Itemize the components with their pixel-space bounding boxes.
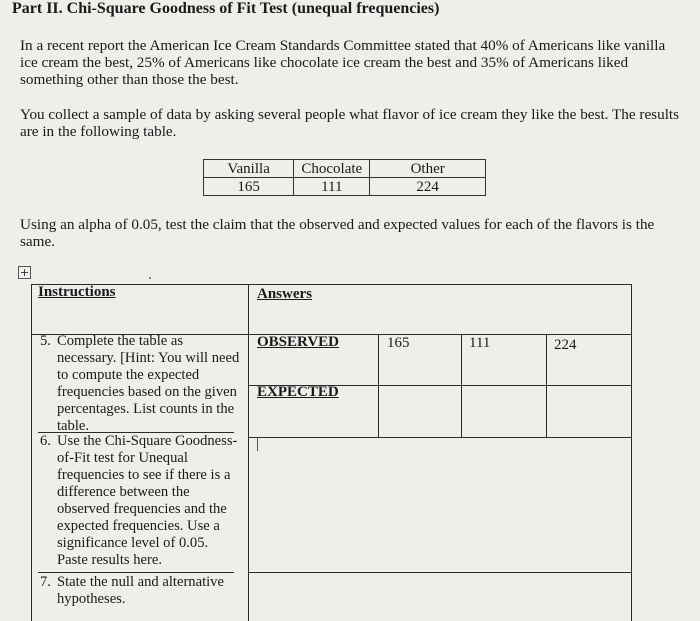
text-cursor (257, 437, 258, 451)
grid-line-left (31, 284, 32, 621)
item-text: State the null and alternative hypotheses. (57, 574, 224, 607)
grid-line-5 (248, 572, 632, 573)
item-text: Use the Chi-Square Goodness-of-Fit test for Unequal frequencies to see if there is a difference between the observed frequencies and the expected frequencies. Use a significance level of 0.05. Paste results here. (57, 433, 238, 568)
list-item (36, 333, 241, 434)
answers-header: Answers (257, 286, 312, 302)
observed-chocolate[interactable]: 111 (469, 335, 491, 351)
instructions-list (36, 333, 241, 608)
grid-line-mid (248, 284, 249, 621)
grid-line-col2 (378, 334, 379, 437)
observed-vanilla[interactable]: 165 (387, 335, 410, 351)
grid-line-col4 (546, 334, 547, 437)
flavor-value-other: 224 (370, 178, 486, 196)
alpha-paragraph: Using an alpha of 0.05, test the claim that the observed and expected values for each of the flavors is the same. (20, 216, 655, 250)
flavor-header-chocolate: Chocolate (294, 160, 370, 178)
flavor-table (203, 159, 486, 196)
flavor-value-vanilla: 165 (204, 178, 294, 196)
observed-other[interactable]: 224 (554, 337, 577, 353)
table-move-handle-icon[interactable]: + (19, 266, 30, 279)
flavor-header-other: Other (370, 160, 486, 178)
results-answer-cell[interactable] (251, 440, 629, 570)
expected-other-cell[interactable] (549, 388, 629, 434)
sample-paragraph: You collect a sample of data by asking several people what flavor of ice cream they like the best. The results are in the following table. (20, 106, 680, 140)
list-item (36, 431, 241, 573)
observed-label: OBSERVED (257, 334, 339, 350)
list-item (36, 573, 241, 608)
grid-line-right (631, 284, 632, 621)
expected-chocolate-cell[interactable] (464, 388, 544, 434)
hypotheses-answer-cell[interactable] (251, 575, 629, 619)
flavor-value-chocolate: 111 (294, 178, 370, 196)
grid-line-col3 (461, 334, 462, 437)
page-title: Part II. Chi-Square Goodness of Fit Test (unequal frequencies) (12, 0, 440, 17)
intro-paragraph: In a recent report the American Ice Cream Standards Committee stated that 40% of Americans like vanilla ice cream the best, 25% of Americans like chocolate ice cream the best and 35% of Americans liked something other than those the best. (20, 37, 666, 88)
expected-vanilla-cell[interactable] (381, 388, 459, 434)
stray-dot (149, 277, 151, 279)
flavor-value-row (204, 178, 486, 196)
grid-line-top (31, 284, 632, 285)
flavor-header-vanilla: Vanilla (204, 160, 294, 178)
grid-line-4 (248, 437, 632, 438)
item-number: 7. (40, 574, 51, 590)
item-number: 5. (40, 333, 51, 349)
instructions-header: Instructions (38, 284, 116, 300)
item-text: Complete the table as necessary. [Hint: You will need to compute the expected frequencies based on the given percentages. List counts in the table. (57, 333, 240, 434)
expected-label: EXPECTED (257, 384, 339, 400)
item-number: 6. (40, 433, 51, 449)
flavor-header-row (204, 160, 486, 178)
